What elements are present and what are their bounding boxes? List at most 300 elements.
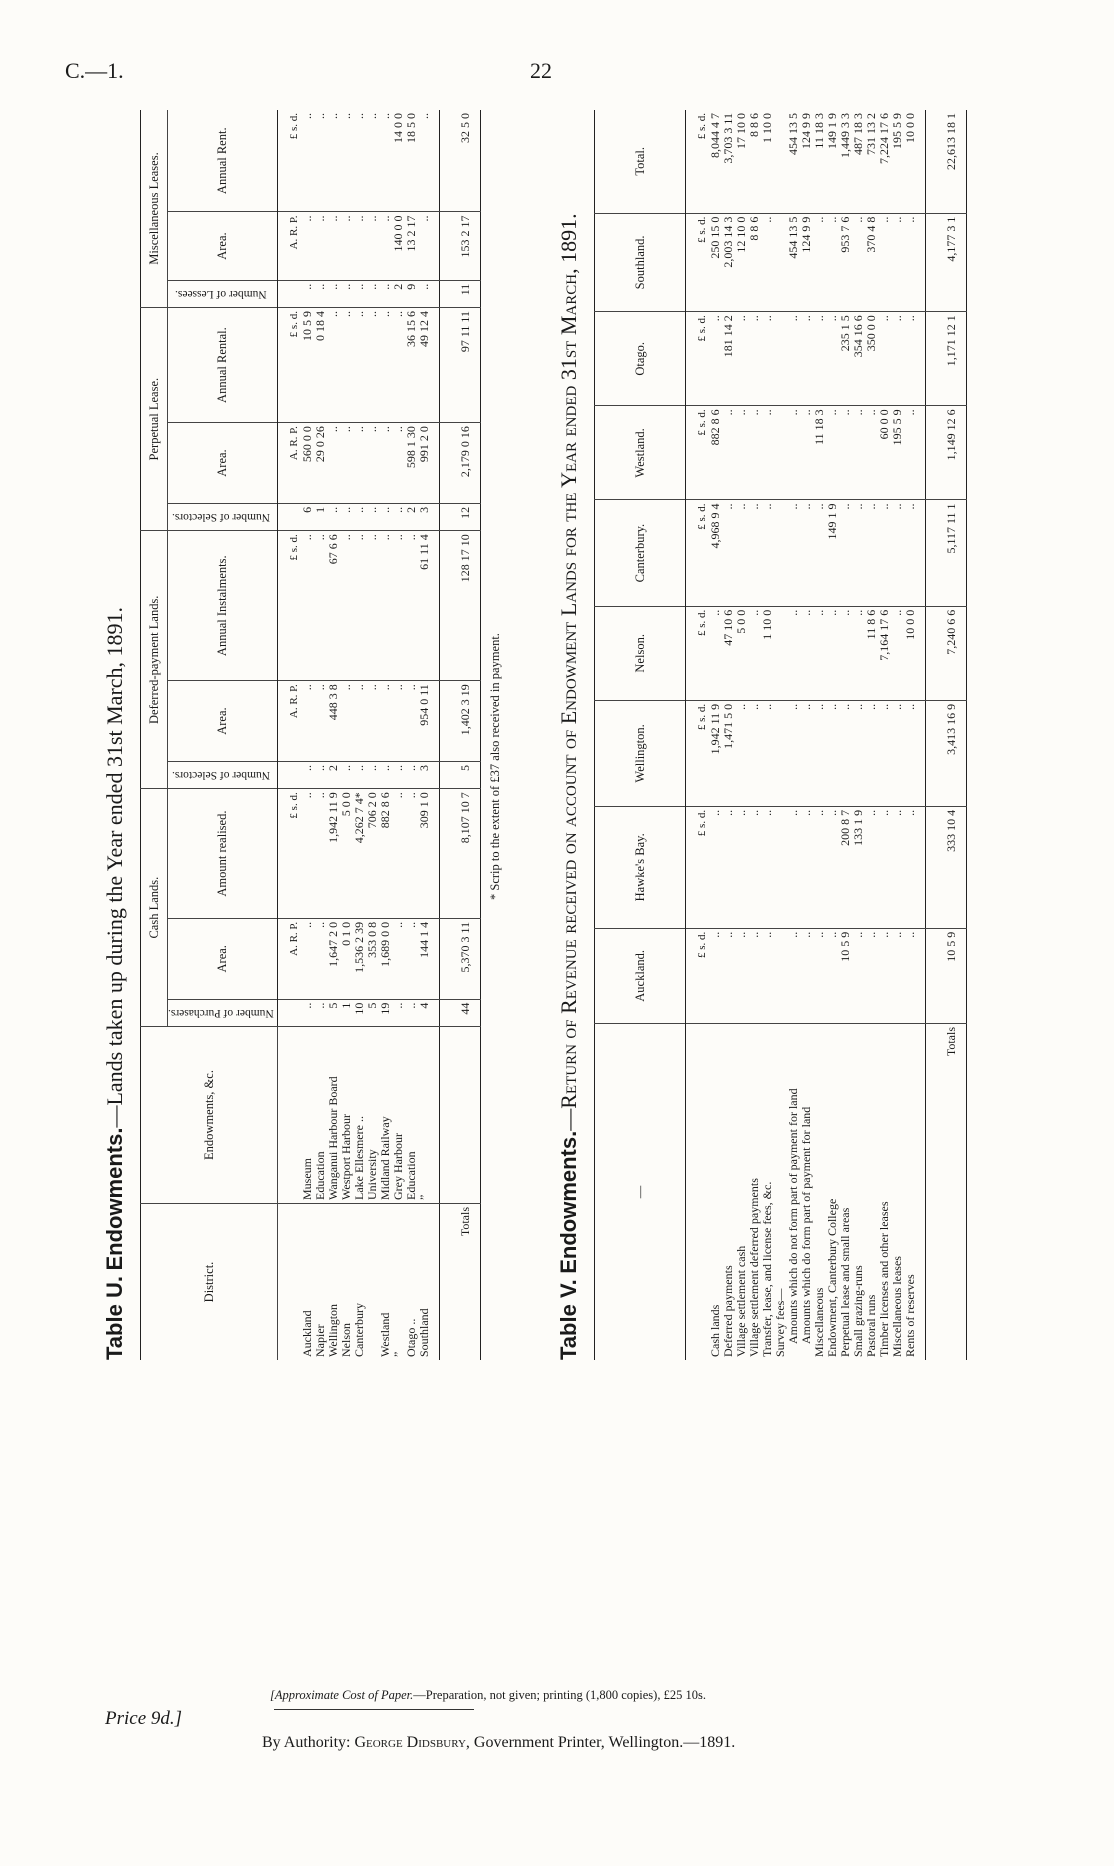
cell: .. <box>787 806 800 928</box>
table-u-title-prefix: Table U. <box>102 1276 127 1360</box>
cell: .. <box>301 761 314 788</box>
unit-lsd: £ s. d. <box>686 312 710 406</box>
unit-lsd: £ s. d. <box>686 500 710 606</box>
table-v-title-word: Endowments. <box>556 1130 581 1274</box>
cell: .. <box>327 423 340 504</box>
col-pl-area: Area. <box>168 423 278 504</box>
cell: .. <box>735 700 748 806</box>
printer-imprint <box>262 1734 735 1752</box>
price: Price 9d.] <box>105 1708 183 1729</box>
district-cell: ” <box>391 1351 406 1357</box>
cell: 36 15 6 <box>405 308 418 423</box>
cell: .. <box>301 212 314 280</box>
cell: 731 13 2 <box>865 110 878 213</box>
cell: .. <box>813 500 826 606</box>
col-ml-number: Number of Lessees. <box>175 288 267 301</box>
endowment-cell: Westport Harbour <box>340 1027 353 1204</box>
row-label: Village settlement cash <box>734 1245 748 1357</box>
row-label: Deferred payments <box>721 1265 735 1357</box>
cell: 487 18 3 <box>852 110 865 213</box>
cell: .. <box>314 531 327 681</box>
cell: 32 5 0 <box>440 110 481 212</box>
table-row <box>852 110 865 1360</box>
table-u-title-word: Endowments. <box>102 1127 127 1271</box>
cell: .. <box>735 312 748 406</box>
cell: 133 1 9 <box>852 806 865 928</box>
cell: 448 3 8 <box>327 681 340 762</box>
cell: .. <box>839 406 852 500</box>
cell: .. <box>852 500 865 606</box>
cell: .. <box>392 531 405 681</box>
cell: 454 13 5 <box>787 110 800 213</box>
cell: .. <box>353 212 366 280</box>
cell: .. <box>301 531 314 681</box>
cell: .. <box>813 700 826 806</box>
cell: .. <box>379 761 392 788</box>
cell: 309 1 0 <box>418 789 440 919</box>
cell: 200 8 7 <box>839 806 852 928</box>
cell: 2 <box>405 503 418 530</box>
cell: 5 <box>327 999 340 1026</box>
cell: 953 7 6 <box>839 213 852 312</box>
row-label: Transfer, lease, and license fees, &c. <box>760 1181 774 1357</box>
cell: .. <box>405 531 418 681</box>
cell: .. <box>904 406 926 500</box>
cell: .. <box>787 312 800 406</box>
cell: 1,689 0 0 <box>379 918 392 999</box>
table-row <box>735 110 748 1360</box>
cell: .. <box>392 761 405 788</box>
cell: .. <box>826 606 839 700</box>
cell: 124 9 9 <box>800 213 813 312</box>
cell: .. <box>392 999 405 1026</box>
cell: .. <box>405 761 418 788</box>
cell: .. <box>904 312 926 406</box>
cell: .. <box>761 928 774 1023</box>
cell: 1,942 11 9 <box>327 789 340 919</box>
cell: 61 11 4 <box>418 531 440 681</box>
cell: 4,968 9 4 <box>709 500 722 606</box>
cell: 181 14 2 <box>722 312 735 406</box>
cell: 11 18 3 <box>813 406 826 500</box>
cell: 2,003 14 3 <box>722 213 735 312</box>
cell: 128 17 10 <box>440 531 481 681</box>
cell: .. <box>353 280 366 307</box>
cell: .. <box>722 500 735 606</box>
cell: 1,942 11 9 <box>709 700 722 806</box>
cell: .. <box>366 280 379 307</box>
table-v-totals-row <box>926 110 967 1360</box>
table-row <box>800 110 813 1360</box>
cell: .. <box>379 531 392 681</box>
table-v-header-row <box>595 110 686 1360</box>
cell: 49 12 4 <box>418 308 440 423</box>
col-pl-number: Number of Selectors. <box>171 511 270 524</box>
cell: 149 1 9 <box>826 110 839 213</box>
group-cash-lands: Cash Lands. <box>141 789 168 1027</box>
cell: .. <box>405 999 418 1026</box>
cell: .. <box>891 928 904 1023</box>
district-cell: Napier <box>313 1324 328 1357</box>
cell: .. <box>379 212 392 280</box>
unit-lsd: £ s. d. <box>686 928 710 1023</box>
district-cell: Nelson <box>339 1323 354 1357</box>
cell: .. <box>314 681 327 762</box>
cell: .. <box>340 531 353 681</box>
cell: .. <box>904 500 926 606</box>
cell: .. <box>340 681 353 762</box>
cell: 2 <box>392 280 405 307</box>
cell: 144 1 4 <box>418 918 440 999</box>
cell: 1,402 3 19 <box>440 681 481 762</box>
cell: .. <box>366 761 379 788</box>
cell: .. <box>787 406 800 500</box>
cell <box>774 500 787 606</box>
cell: .. <box>366 212 379 280</box>
cell: .. <box>405 681 418 762</box>
cell: .. <box>761 806 774 928</box>
cell: 12 <box>440 503 481 530</box>
cell: .. <box>800 406 813 500</box>
cell: .. <box>865 928 878 1023</box>
col-district-9: Total. <box>595 110 686 213</box>
cell: .. <box>340 110 353 212</box>
cost-note-label: [Approximate Cost of Paper. <box>270 1688 414 1702</box>
cell <box>774 406 787 500</box>
cell: .. <box>813 213 826 312</box>
cell: .. <box>301 999 314 1026</box>
cell: 370 4 8 <box>865 213 878 312</box>
unit-lsd: £ s. d. <box>686 700 710 806</box>
district-cell: Canterbury <box>352 1303 367 1357</box>
table-u-totals-row <box>440 110 481 1360</box>
row-label: Survey fees— <box>773 1288 787 1357</box>
cell: 8 8 6 <box>748 110 761 213</box>
cell: .. <box>813 312 826 406</box>
cell: 3,413 16 9 <box>926 700 967 806</box>
cell: .. <box>392 503 405 530</box>
cell: 1 <box>314 503 327 530</box>
col-cash-area: Area. <box>168 918 278 999</box>
unit-arp: A. R. P. <box>278 212 302 280</box>
col-district-5: Canterbury. <box>595 500 686 606</box>
table-row <box>865 110 878 1360</box>
cell: .. <box>735 500 748 606</box>
cell: 4 <box>418 999 440 1026</box>
cell: .. <box>314 280 327 307</box>
table-v-title-rest: —Return of Revenue received on account of Endowment Lands for the Year ended 31st March, 1891. <box>556 213 581 1131</box>
cell: .. <box>813 806 826 928</box>
cell: 11 18 3 <box>813 110 826 213</box>
cell: .. <box>865 406 878 500</box>
cell: .. <box>301 789 314 919</box>
cell: 44 <box>440 999 481 1026</box>
cell: .. <box>353 423 366 504</box>
cell: 11 <box>440 280 481 307</box>
cell: 60 0 0 <box>878 406 891 500</box>
col-cash-amount: Amount realised. <box>168 789 278 919</box>
row-label: Village settlement deferred payments <box>747 1178 761 1357</box>
cell: 354 16 6 <box>852 312 865 406</box>
endowment-cell: Education <box>314 1027 327 1204</box>
cell: .. <box>392 423 405 504</box>
cell <box>774 606 787 700</box>
cell: .. <box>826 213 839 312</box>
row-label: Perpetual lease and small areas <box>838 1207 852 1357</box>
cell: .. <box>340 503 353 530</box>
table-v-block <box>558 100 1008 1360</box>
cell: 9 <box>405 280 418 307</box>
col-district-1: Auckland. <box>595 928 686 1023</box>
cell: .. <box>748 700 761 806</box>
cell: 1,449 3 3 <box>839 110 852 213</box>
unit-lsd: £ s. d. <box>686 110 710 213</box>
row-label: Timber licenses and other leases <box>877 1201 891 1357</box>
group-misc-leases: Miscellaneous Leases. <box>141 110 168 308</box>
cost-note <box>270 1688 706 1703</box>
cell: .. <box>379 423 392 504</box>
col-district-6: Westland. <box>595 406 686 500</box>
cost-note-text: —Preparation, not given; printing (1,800 copies), £25 10s. <box>413 1688 706 1702</box>
row-label: Cash lands <box>708 1304 722 1357</box>
cell: .. <box>709 806 722 928</box>
cell: .. <box>891 213 904 312</box>
cell: 333 10 4 <box>926 806 967 928</box>
cell: .. <box>366 423 379 504</box>
cell: .. <box>366 531 379 681</box>
cell: 706 2 0 <box>366 789 379 919</box>
cell: 5 0 0 <box>340 789 353 919</box>
cell: .. <box>353 761 366 788</box>
table-v-title-prefix: Table V. <box>556 1279 581 1360</box>
cell: .. <box>392 789 405 919</box>
cell: 47 10 6 <box>722 606 735 700</box>
row-label: Small grazing-runs <box>851 1265 865 1357</box>
district-cell: Otago .. <box>404 1318 419 1357</box>
cell: .. <box>735 806 748 928</box>
table-u-title <box>104 607 126 1360</box>
cell: .. <box>379 308 392 423</box>
cell: 7,164 17 6 <box>878 606 891 700</box>
cell: .. <box>301 681 314 762</box>
cell: 954 0 11 <box>418 681 440 762</box>
cell: 882 8 6 <box>379 789 392 919</box>
cell: .. <box>839 700 852 806</box>
cell: .. <box>379 110 392 212</box>
cell: .. <box>852 406 865 500</box>
cell <box>774 928 787 1023</box>
col-district-8: Southland. <box>595 213 686 312</box>
cell: 1,536 2 39 <box>353 918 366 999</box>
cell: .. <box>787 700 800 806</box>
cell: 5 0 0 <box>735 606 748 700</box>
cell: 2 <box>327 761 340 788</box>
cell: .. <box>878 700 891 806</box>
cell: 153 2 17 <box>440 212 481 280</box>
cell: 124 9 9 <box>800 110 813 213</box>
cell: .. <box>878 806 891 928</box>
cell: .. <box>787 606 800 700</box>
col-district-3: Wellington. <box>595 700 686 806</box>
cell: .. <box>340 280 353 307</box>
cell <box>774 312 787 406</box>
unit-row <box>686 110 710 1360</box>
district-cell: Westland <box>378 1312 393 1357</box>
cell: 10 5 9 <box>839 928 852 1023</box>
cell: .. <box>748 806 761 928</box>
totals-label: Totals <box>440 1204 481 1361</box>
cell: .. <box>353 308 366 423</box>
cell: .. <box>366 503 379 530</box>
cell: .. <box>379 280 392 307</box>
cell: .. <box>904 806 926 928</box>
cell: .. <box>314 789 327 919</box>
cell: .. <box>379 681 392 762</box>
cell: .. <box>314 918 327 999</box>
unit-arp: A. R. P. <box>278 681 302 762</box>
col-district-7: Otago. <box>595 312 686 406</box>
cell: .. <box>340 761 353 788</box>
cell: .. <box>314 999 327 1026</box>
unit-row <box>278 110 302 1360</box>
cell: .. <box>340 308 353 423</box>
cell: .. <box>353 110 366 212</box>
cell: 3 <box>418 503 440 530</box>
cell: 97 11 11 <box>440 308 481 423</box>
cell: .. <box>813 606 826 700</box>
cell: 353 0 8 <box>366 918 379 999</box>
cell: 5 <box>440 761 481 788</box>
endowment-cell: Education <box>405 1027 418 1204</box>
cell: .. <box>787 928 800 1023</box>
cell <box>774 806 787 928</box>
col-ml-area: Area. <box>168 212 278 280</box>
cell: 140 0 0 <box>392 212 405 280</box>
cell: 195 5 9 <box>891 110 904 213</box>
table-row <box>826 110 839 1360</box>
cell: .. <box>891 700 904 806</box>
cell: .. <box>852 928 865 1023</box>
cell: .. <box>761 700 774 806</box>
cell: 19 <box>379 999 392 1026</box>
cell: .. <box>353 531 366 681</box>
cell: .. <box>904 213 926 312</box>
table-v-title <box>558 213 580 1360</box>
cell: .. <box>761 312 774 406</box>
imprint-printer-name: George Didsbury <box>354 1734 466 1751</box>
table-row <box>813 110 826 1360</box>
col-source: — <box>595 1024 686 1361</box>
cell: .. <box>327 308 340 423</box>
cell: 29 0 26 <box>314 423 327 504</box>
cell: .. <box>891 312 904 406</box>
endowment-cell: Museum <box>301 1027 314 1204</box>
district-cell: Wellington <box>326 1303 341 1357</box>
cell: .. <box>340 212 353 280</box>
cell: .. <box>826 312 839 406</box>
cell: .. <box>904 700 926 806</box>
unit-lsd: £ s. d. <box>278 110 302 212</box>
cell: .. <box>327 280 340 307</box>
district-cell: Southland <box>417 1308 432 1357</box>
cell: 7,224 17 6 <box>878 110 891 213</box>
endowment-cell: Midland Railway <box>379 1027 392 1204</box>
cell: 1 10 0 <box>761 606 774 700</box>
cell: .. <box>314 212 327 280</box>
cell: .. <box>891 806 904 928</box>
cell: .. <box>826 406 839 500</box>
cell: 1,171 12 1 <box>926 312 967 406</box>
cell: .. <box>709 606 722 700</box>
cell: 22,613 18 1 <box>926 110 967 213</box>
cell: 4,262 7 4* <box>353 789 366 919</box>
page-number: 22 <box>530 58 552 83</box>
cell: .. <box>748 312 761 406</box>
cell: .. <box>800 700 813 806</box>
cell: 8,044 4 7 <box>709 110 722 213</box>
table-u <box>140 110 481 1360</box>
cell: .. <box>800 928 813 1023</box>
table-row <box>761 110 774 1360</box>
cell: .. <box>878 213 891 312</box>
col-cash-number: Number of Purchasers. <box>168 1007 274 1020</box>
cell: 14 0 0 <box>392 110 405 212</box>
cell: 13 2 17 <box>405 212 418 280</box>
col-dp-number: Number of Selectors. <box>171 769 270 782</box>
cell: .. <box>761 406 774 500</box>
cell: 454 13 5 <box>787 213 800 312</box>
cell: .. <box>748 928 761 1023</box>
group-perpetual-lease: Perpetual Lease. <box>141 308 168 531</box>
col-dp-area: Area. <box>168 681 278 762</box>
cell: 149 1 9 <box>826 500 839 606</box>
table-v-body <box>686 110 926 1360</box>
cell: .. <box>327 503 340 530</box>
cell: 991 2 0 <box>418 423 440 504</box>
cell: .. <box>405 789 418 919</box>
cell: .. <box>314 110 327 212</box>
cell: 0 1 0 <box>340 918 353 999</box>
cell: .. <box>392 918 405 999</box>
totals-label: Totals <box>926 1024 967 1361</box>
cell: 17 10 0 <box>735 110 748 213</box>
cell: .. <box>865 500 878 606</box>
cell: .. <box>709 928 722 1023</box>
endowment-cell: Grey Harbour <box>392 1027 405 1204</box>
cell: 10 0 0 <box>904 110 926 213</box>
cell: 5,117 11 1 <box>926 500 967 606</box>
table-u-title-rest: —Lands taken up during the Year ended 31st March, 1891. <box>102 606 127 1128</box>
unit-lsd: £ s. d. <box>686 606 710 700</box>
cell: .. <box>301 110 314 212</box>
row-label: Endowment, Canterbury College <box>825 1198 839 1357</box>
cell <box>774 700 787 806</box>
endowment-cell: Wanganui Harbour Board <box>327 1027 340 1204</box>
row-label: Amounts which do not form part of payment for land <box>786 1088 800 1344</box>
table-row <box>405 110 418 1360</box>
cell: 5 <box>366 999 379 1026</box>
cell: 195 5 9 <box>891 406 904 500</box>
cell: 67 6 6 <box>327 531 340 681</box>
col-ml-rent: Annual Rent. <box>168 110 278 212</box>
col-endowments: Endowments, &c. <box>141 1027 278 1204</box>
table-row <box>839 110 852 1360</box>
cell: 2,179 0 16 <box>440 423 481 504</box>
table-u-footnote: * Scrip to the extent of £37 also received in payment. <box>488 633 502 900</box>
table-row <box>748 110 761 1360</box>
cell: .. <box>418 280 440 307</box>
cell: 350 0 0 <box>865 312 878 406</box>
